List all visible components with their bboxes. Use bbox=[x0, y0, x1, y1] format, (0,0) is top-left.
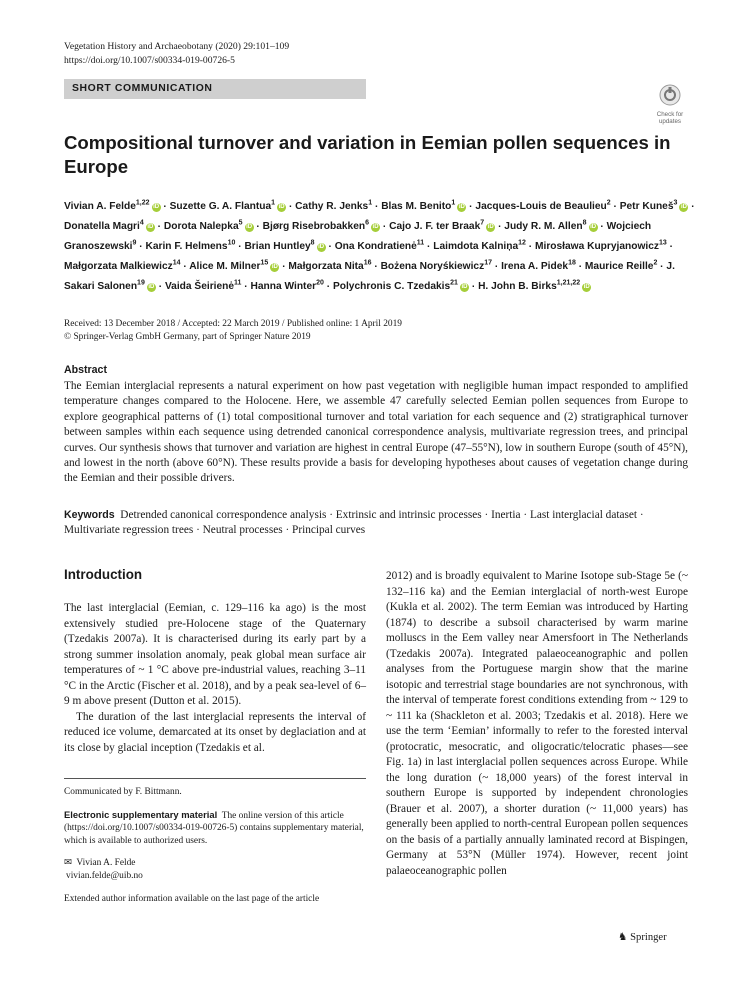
orcid-icon[interactable]: iD bbox=[583, 284, 590, 291]
article-dates bbox=[64, 318, 402, 344]
paragraph: The last interglacial (Eemian, c. 129–116 ka ago) is the most extensively studied pre-Holocene stage of the Quaternary (Tzedakis 2007a). It is characterised during its early part by a strong summer insolation anomaly, peak global mean surface air temperatures of ~ 1 °C above pre-industrial values, reaching 3–11 °C in the Arctic (Fischer et al. 2018), and by a peak sea-level of 6–9 m above present (Dutton et al. 2015). bbox=[64, 602, 366, 707]
author-name: Bjørg Risebrobakken bbox=[262, 221, 366, 233]
orcid-icon[interactable]: iD bbox=[458, 204, 465, 211]
author-affiliation: 8 bbox=[310, 239, 315, 247]
author bbox=[381, 201, 466, 212]
author-name: Wojciech Granoszewski bbox=[64, 221, 652, 253]
communicated-by: Communicated by F. Bittmann. bbox=[64, 787, 182, 797]
author-name: J. Sakari Salonen bbox=[64, 261, 675, 293]
author-affiliation: 19 bbox=[137, 279, 145, 287]
author-name: Hanna Winter bbox=[250, 281, 317, 293]
author-name: Maurice Reille bbox=[584, 261, 654, 273]
author-affiliation: 4 bbox=[139, 219, 144, 227]
body-column-right bbox=[386, 569, 688, 879]
corresponding-author bbox=[64, 857, 366, 882]
corresponding-email[interactable]: vivian.felde@uib.no bbox=[66, 870, 143, 881]
author bbox=[381, 261, 492, 272]
extended-info: Extended author information available on the last page of the article bbox=[64, 893, 320, 904]
keywords-label: Keywords bbox=[64, 509, 115, 521]
orcid-icon[interactable]: iD bbox=[680, 204, 687, 211]
author-affiliation: 1,21,22 bbox=[556, 279, 581, 287]
orcid-icon[interactable]: iD bbox=[153, 204, 160, 211]
author-affiliation: 12 bbox=[518, 239, 526, 247]
author-affiliation: 14 bbox=[172, 259, 181, 267]
author-name: Donatella Magri bbox=[64, 221, 140, 233]
author-name: Cajo J. F. ter Braak bbox=[389, 221, 481, 233]
paragraph: The duration of the last interglacial represents the interval of reduced ice volume, demarcated at its onset by deglaciation and at its close by glacial inception (Tzedakis et al. bbox=[64, 710, 366, 754]
esm-text: The online version of this article (https://doi.org/10.1007/s00334-019-00726-5) contains supplementary material, which is available to authorized users. bbox=[64, 810, 364, 846]
journal-header bbox=[64, 40, 289, 68]
body-column-left bbox=[64, 601, 366, 756]
author-affiliation: 1 bbox=[451, 200, 456, 207]
author bbox=[263, 221, 380, 232]
orcid-icon[interactable]: iD bbox=[487, 224, 494, 231]
author-name: Ona Kondratienė bbox=[334, 241, 417, 253]
author-affiliation: 5 bbox=[238, 219, 243, 227]
crossmark-badge[interactable] bbox=[650, 84, 690, 125]
author-name: Alice M. Milner bbox=[189, 261, 261, 273]
author-affiliation: 16 bbox=[363, 259, 372, 267]
author-name: Małgorzata Nita bbox=[288, 261, 364, 273]
author-name: Irena A. Pidek bbox=[501, 261, 569, 273]
crossmark-label: Check for updates bbox=[656, 111, 684, 125]
orcid-icon[interactable]: iD bbox=[147, 224, 154, 231]
author-affiliation: 6 bbox=[365, 219, 369, 227]
author-affiliation: 11 bbox=[416, 239, 425, 247]
author-affiliation: 8 bbox=[582, 219, 587, 227]
footnotes bbox=[64, 786, 366, 915]
author bbox=[433, 241, 526, 252]
author bbox=[165, 281, 242, 292]
orcid-icon[interactable]: iD bbox=[271, 264, 278, 271]
author-affiliation: 13 bbox=[659, 239, 667, 247]
author-affiliation: 1,22 bbox=[135, 200, 150, 207]
author-affiliation: 17 bbox=[484, 259, 492, 267]
abstract-text: The Eemian interglacial represents a natural experiment on how past vegetation with negligible human impact responded to amplified temperature changes compared to the Holocene. Here, we assemble 47 carefully selected Eemian pollen sequences from Europe to explore geographical patterns of (1) total compositional turnover and total variation for each sequence and (2) stratigraphical turnover between samples within each sequence using detrended canonical correspondence analysis, multivariate regression trees, and principal curves. Our synthesis shows that turnover and variation are highest in central Europe (47–55°N), low in southern Europe (south of 45°N), and lowest in the north (above 60°N). These results provide a basis for developing hypotheses about causes of vegetation change during the Eemian and their possible drivers. bbox=[64, 380, 688, 485]
author bbox=[64, 261, 181, 272]
copyright: © Springer-Verlag GmbH Germany, part of Springer Nature 2019 bbox=[64, 332, 311, 342]
author bbox=[535, 241, 667, 252]
history-dates: Received: 13 December 2018 / Accepted: 22 March 2019 / Published online: 1 April 2019 bbox=[64, 319, 402, 329]
author-affiliation: 1 bbox=[368, 200, 373, 207]
doi-link[interactable]: https://doi.org/10.1007/s00334-019-00726-5 bbox=[64, 55, 235, 66]
author bbox=[335, 241, 424, 252]
author bbox=[504, 221, 597, 232]
author-affiliation: 10 bbox=[227, 239, 236, 247]
corresponding-name: Vivian A. Felde bbox=[76, 858, 136, 869]
author-name: Jacques-Louis de Beaulieu bbox=[475, 201, 607, 213]
article-title: Compositional turnover and variation in Eemian pollen sequences in Europe bbox=[64, 132, 671, 177]
author bbox=[288, 261, 371, 272]
author bbox=[64, 221, 155, 232]
springer-horse-icon: ♞ bbox=[618, 932, 628, 943]
author-name: Petr Kuneš bbox=[619, 201, 674, 213]
orcid-icon[interactable]: iD bbox=[590, 224, 597, 231]
author-affiliation: 18 bbox=[568, 259, 576, 267]
author-affiliation: 15 bbox=[260, 259, 269, 267]
orcid-icon[interactable]: iD bbox=[148, 284, 155, 291]
author-affiliation: 2 bbox=[606, 200, 611, 207]
author bbox=[145, 241, 235, 252]
author-affiliation: 11 bbox=[234, 279, 242, 287]
author-name: Dorota Nalepka bbox=[163, 221, 239, 233]
author-name: Suzette G. A. Flantua bbox=[169, 201, 272, 213]
keywords bbox=[64, 508, 688, 539]
author-name: Bożena Noryśkiewicz bbox=[380, 261, 485, 273]
esm-label: Electronic supplementary material bbox=[64, 808, 218, 820]
author bbox=[501, 261, 576, 272]
author bbox=[620, 201, 689, 212]
orcid-icon[interactable]: iD bbox=[278, 204, 285, 211]
author-name: Cathy R. Jenks bbox=[295, 201, 369, 213]
author bbox=[170, 201, 286, 212]
paragraph: 2012) and is broadly equivalent to Marine Isotope sub-Stage 5e (~ 132–116 ka) and the Eemian interglacial of north-west Europe (Kukla et al. 2002). The term Eemian was introduced by Harting (1874) to describe a subsoil characterised by warm marine molluscs in the Eem valley near Amersfoort in The Netherlands (Tzedakis 2007a). Integrated palaeoceanographic and pollen analyses from the Portuguese margin show that the marine isotopic and terrestrial stage boundaries are not synchronous, with the interval of temperate forest conditions extending from ~ 129 to ~ 111 ka (Shackleton et al. 2003; Tzedakis et al. 2018). Here we use the term ‘Eemian’ informally to refer to the forested interval (protocratic, mesocratic, and oligocratic/telocratic phases—see Fig. 1a) in last interglacial pollen sequences across Europe. While the long duration (~ 18,000 years) of the forest interval in southern Europe is supported by independent chronologies (Brauer et al. 2007), a shorter duration (~ 11,000 years) has generally been applied to north-central European pollen sequences on the basis of a partially annually laminated record at Bispingen, Germany at 53°N (Müller 1974). However, recent joint palaeoceanographic pollen bbox=[386, 570, 688, 877]
author bbox=[189, 261, 279, 272]
author-name: Polychronis C. Tzedakis bbox=[332, 281, 451, 293]
author-name: Brian Huntley bbox=[244, 241, 311, 253]
orcid-icon[interactable]: iD bbox=[372, 224, 379, 231]
author-affiliation: 20 bbox=[316, 279, 324, 287]
keywords-text: Detrended canonical correspondence analysis · Extrinsic and intrinsic processes · Inertia · Last interglacial dataset · Multivariate regression trees · Neutral processes · Principal curves bbox=[64, 509, 644, 537]
author-name: Mirosława Kupryjanowicz bbox=[535, 241, 659, 253]
author bbox=[333, 281, 469, 292]
author bbox=[475, 201, 610, 212]
author-affiliation: 21 bbox=[450, 279, 458, 287]
author-affiliation: 2 bbox=[653, 259, 658, 267]
author-name: Vaida Šeirienė bbox=[164, 281, 235, 293]
author-affiliation: 9 bbox=[132, 239, 137, 247]
esm-note bbox=[64, 809, 366, 848]
footnote-divider bbox=[64, 778, 366, 779]
author bbox=[585, 261, 657, 272]
publisher-logo bbox=[618, 931, 667, 943]
author-name: Karin F. Helmens bbox=[145, 241, 228, 253]
section-banner: SHORT COMMUNICATION bbox=[64, 79, 366, 99]
orcid-icon[interactable]: iD bbox=[246, 224, 253, 231]
publisher-name: Springer bbox=[630, 932, 667, 943]
crossmark-icon bbox=[659, 84, 681, 106]
author bbox=[389, 221, 495, 232]
author-name: Laimdota Kalniņa bbox=[433, 241, 519, 253]
author-name: Blas M. Benito bbox=[381, 201, 452, 213]
author-name: Małgorzata Malkiewicz bbox=[64, 261, 173, 273]
introduction-heading: Introduction bbox=[64, 567, 143, 582]
author bbox=[164, 221, 254, 232]
author bbox=[478, 281, 591, 292]
author bbox=[244, 241, 325, 252]
author bbox=[251, 281, 324, 292]
journal-citation: Vegetation History and Archaeobotany (2020) 29:101–109 bbox=[64, 41, 290, 52]
orcid-icon[interactable]: iD bbox=[461, 284, 468, 291]
orcid-icon[interactable]: iD bbox=[318, 244, 325, 251]
author-affiliation: 1 bbox=[271, 200, 276, 207]
author-list: Vivian A. Felde$^{1,22}$ iD · Suzette G. A. Flantua$^1$ iD · Cathy R. Jenks$^1$ · Blas M. Benito$^1$ iD · Jacques-Louis de Beaulieu$^2$ · Petr Kuneš$^3$ iD · Donatella Magri$^4$ iD · Dorota Nalepka$^5$ iD · Bjørg Risebrobakken$^6$ iD · Cajo J. F. ter Braak$^7$ iD · Judy R. M. Allen$^8$ iD · Wojciech Granoszewski$^9$ · Karin F. Helmens$^{10}$ · Brian Huntley$^8$ iD · Ona Kondratienė$^{11}$ · Laimdota Kalniņa$^{12}$ · Mirosława Kupryjanowicz$^{13}$ · Małgorzata Malkiewicz$^{14}$ · Alice M. Milner$^{15}$ iD · Małgorzata Nita$^{16}$ · Bożena Noryśkiewicz$^{17}$ · Irena A. Pidek$^{18}$ · Maurice Reille$^2$ · J. Sakari Salonen$^{19}$ iD · Vaida Šeirienė$^{11}$ · Hanna Winter$^{20}$ · Polychronis C. Tzedakis$^{21}$ iD · H. John B. Birks$^{1,21,22}$ iD bbox=[64, 200, 695, 293]
envelope-icon: ✉ bbox=[64, 858, 72, 869]
abstract-heading: Abstract bbox=[64, 364, 107, 376]
author-name: Judy R. M. Allen bbox=[504, 221, 583, 233]
author bbox=[295, 201, 372, 212]
author-affiliation: 7 bbox=[480, 219, 485, 227]
author-name: Vivian A. Felde bbox=[64, 201, 136, 213]
author-name: H. John B. Birks bbox=[478, 281, 557, 293]
author bbox=[64, 201, 161, 212]
author-affiliation: 3 bbox=[673, 200, 678, 207]
